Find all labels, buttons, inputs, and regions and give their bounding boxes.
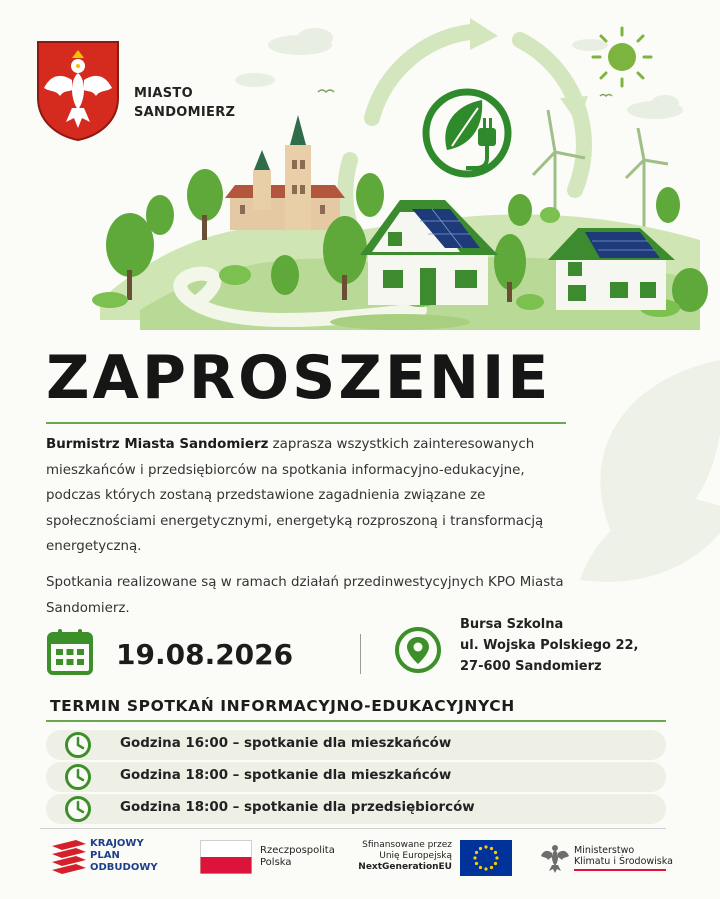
address-line-2: ul. Wojska Polskiego 22,	[460, 638, 639, 653]
eco-plug-icon	[426, 92, 508, 174]
footer-divider	[40, 828, 666, 829]
schedule-title: TERMIN SPOTKAŃ INFORMACYJNO-EDUKACYJNYCH	[50, 697, 515, 715]
city-line-1: MIASTO	[134, 86, 193, 101]
intro-paragraph	[46, 432, 566, 560]
eu-line-2: Unię Europejską	[379, 851, 452, 861]
schedule-item	[46, 794, 666, 824]
sun-icon	[593, 28, 651, 86]
calendar-icon	[46, 628, 94, 676]
city-line-2: SANDOMIERZ	[134, 105, 236, 120]
address-line-1: Bursa Szkolna	[460, 617, 564, 632]
schedule-item	[46, 730, 666, 760]
schedule-divider	[46, 720, 666, 722]
kpo-logo-icon	[52, 840, 86, 876]
eu-line-1: Sfinansowane przez	[362, 840, 452, 850]
rp-line-1: Rzeczpospolita	[260, 845, 335, 856]
eu-flag-icon	[460, 840, 512, 876]
vertical-divider	[360, 634, 361, 674]
eu-line-3: NextGenerationEU	[358, 862, 452, 872]
city-name	[134, 84, 235, 122]
clock-icon	[64, 731, 92, 759]
intro-text: zaprasza wszystkich zainteresowanych mieszkańców i przedsiębiorców na spotkania informacyjno-edukacyjne, podczas których zostaną przedstawione zagadnienia związane ze społecznościami energetycznymi, energetyką rozproszoną i transformacją energetyczną.	[46, 437, 544, 554]
schedule-item-text: Godzina 16:00 – spotkanie dla mieszkańców	[120, 736, 452, 751]
ministry-red-line	[574, 869, 666, 871]
event-date: 19.08.2026	[116, 638, 294, 671]
kpo-line-2: PLAN	[90, 850, 120, 861]
schedule-item-text: Godzina 18:00 – spotkanie dla przedsiębiorców	[120, 800, 475, 815]
event-address	[460, 614, 638, 677]
page-title: ZAPROSZENIE	[46, 343, 552, 413]
ministry-line-1: Ministerstwo	[574, 845, 635, 856]
rp-logo-text	[260, 845, 335, 869]
intro-bold: Burmistrz Miasta Sandomierz	[46, 437, 269, 452]
kpo-logo-text	[90, 838, 158, 874]
clock-icon	[64, 763, 92, 791]
rp-line-2: Polska	[260, 857, 292, 868]
poland-flag-icon	[200, 840, 252, 874]
address-line-3: 27-600 Sandomierz	[460, 659, 602, 674]
schedule-item-text: Godzina 18:00 – spotkanie dla mieszkańców	[120, 768, 452, 783]
clock-icon	[64, 795, 92, 823]
background-leaf-icon	[560, 350, 720, 590]
eagle-emblem-icon	[540, 841, 570, 873]
schedule-item	[46, 762, 666, 792]
title-divider	[46, 422, 566, 424]
crest-icon	[36, 40, 120, 142]
kpo-line-3: ODBUDOWY	[90, 862, 158, 873]
eu-logo-text	[350, 840, 452, 873]
ministry-line-2: Klimatu i Środowiska	[574, 856, 673, 867]
note-paragraph: Spotkania realizowane są w ramach działań przedinwestycyjnych KPO Miasta Sandomierz.	[46, 575, 564, 616]
ministry-logo-text	[574, 845, 673, 871]
location-pin-icon	[394, 626, 442, 678]
kpo-line-1: KRAJOWY	[90, 838, 144, 849]
